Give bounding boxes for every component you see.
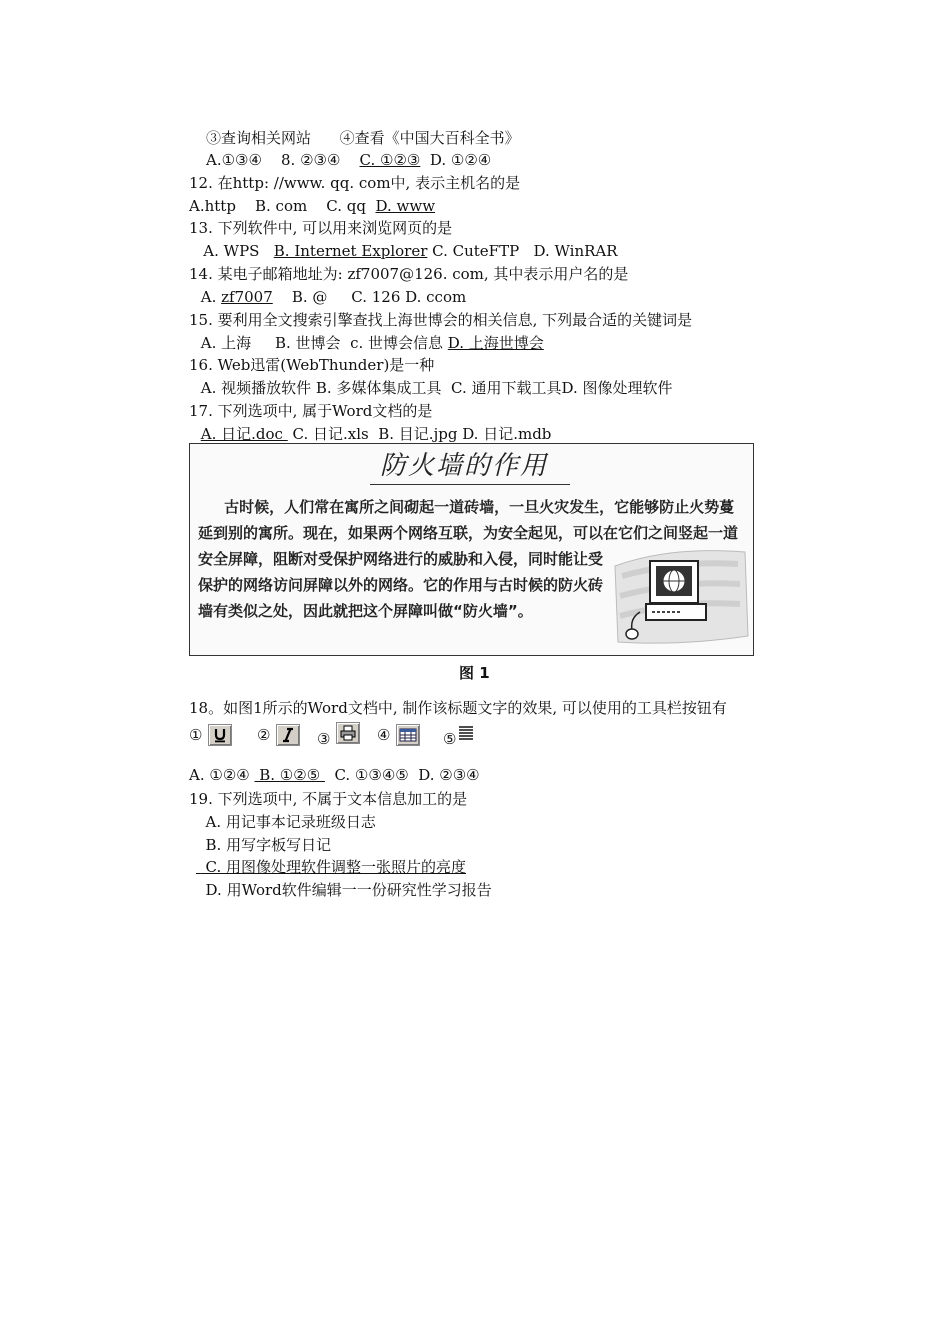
table-icon [396, 724, 420, 746]
q19-option-b: B. 用写字板写日记 [196, 836, 332, 854]
q17-stem: 17. 下列选项中, 属于Word文档的是 [189, 402, 433, 420]
q17-options: A. 日记.doc C. 日记.xls B. 目记.jpg D. 日记.mdb [200, 425, 552, 443]
q15-answer: D. 上海世博会 [447, 334, 544, 352]
q16-options: A. 视频播放软件 B. 多媒体集成工具 C. 通用下载工具D. 图像处理软件 [196, 379, 673, 397]
q13-options: A. WPS B. Internet Explorer C. CuteFTP D. WinRAR [189, 242, 618, 260]
toolbar-option-1: ① [189, 724, 232, 746]
figure-body: 古时候，人们常在寓所之间砌起一道砖墙，一旦火灾发生，它能够防止火势蔓 延到别的寓所。现在，如果两个网络互联，为安全起见，可以在它们之间竖起一道 安全屏障，阻断对受保护网络进行的威胁和入侵，同时能让受 保护的网络访问屏障以外的网络。它的作用与古时候的防火砖 墙有类似之处，因此就把这个屏障叫做“防火墙”。 [198, 498, 739, 620]
print-icon [336, 722, 360, 744]
q12-stem: 12. 在http: //www. qq. com中, 表示主机名的是 [189, 174, 521, 192]
q16-stem: 16. Web迅雷(WebThunder)是一种 [189, 356, 435, 374]
computer-globe-icon [610, 546, 750, 650]
q18-answer: B. ①②⑤ [254, 766, 325, 784]
toolbar-option-5: ⑤ [443, 718, 476, 748]
toolbar-option-3: ③ [317, 718, 360, 748]
q19-option-a: A. 用记事本记录班级日志 [196, 813, 376, 831]
q11-items: ③查询相关网站 ④查看《中国大百科全书》 [206, 129, 520, 147]
q14-answer: zf7007 [221, 288, 273, 306]
q19-option-d: D. 用Word软件编辑一一份研究性学习报告 [196, 881, 492, 899]
q19-answer: C. 用图像处理软件调整一张照片的亮度 [200, 858, 467, 876]
figure-caption: 图 1 [459, 664, 490, 682]
italic-icon [276, 724, 300, 746]
q14-options: A. zf7007 B. @ C. 126 D. ccom [196, 288, 467, 306]
q19-stem: 19. 下列选项中, 不属于文本信息加工的是 [189, 790, 468, 808]
q18-stem: 18。如图1所示的Word文档中, 制作该标题文字的效果, 可以使用的工具栏按钮有 [189, 699, 727, 717]
toolbar-option-2: ② [257, 724, 300, 746]
toolbar-option-4: ④ [377, 724, 420, 746]
underline-icon [208, 724, 232, 746]
q11-options: A.①③④ 8. ②③④ C. ①②③ D. ①②④ [206, 151, 492, 169]
q17-answer: A. 日记.doc [200, 425, 288, 443]
q12-answer: D. www [375, 197, 436, 215]
figure-firewall [189, 443, 754, 656]
q19-option-c [196, 857, 466, 877]
q13-stem: 13. 下列软件中, 可以用来浏览网页的是 [189, 219, 453, 237]
q15-options: A. 上海 B. 世博会 c. 世博会信息 D. 上海世博会 [196, 334, 544, 352]
figure-title-underline [370, 484, 570, 485]
align-justify-icon [456, 723, 476, 743]
q15-stem: 15. 要利用全文搜索引擎查找上海世博会的相关信息, 下列最合适的关键词是 [189, 311, 693, 329]
q11-answer: C. ①②③ [359, 151, 421, 169]
q12-options: A.http B. com C. qq D. www [189, 197, 436, 215]
q18-options: A. ①②④ B. ①②⑤ C. ①③④⑤ D. ②③④ [189, 766, 480, 784]
figure-title: 防火墙的作用 [380, 451, 549, 481]
q13-answer: B. Internet Explorer [273, 242, 428, 260]
q14-stem: 14. 某电子邮箱地址为: zf7007@126. com, 其中表示用户名的是 [189, 265, 629, 283]
